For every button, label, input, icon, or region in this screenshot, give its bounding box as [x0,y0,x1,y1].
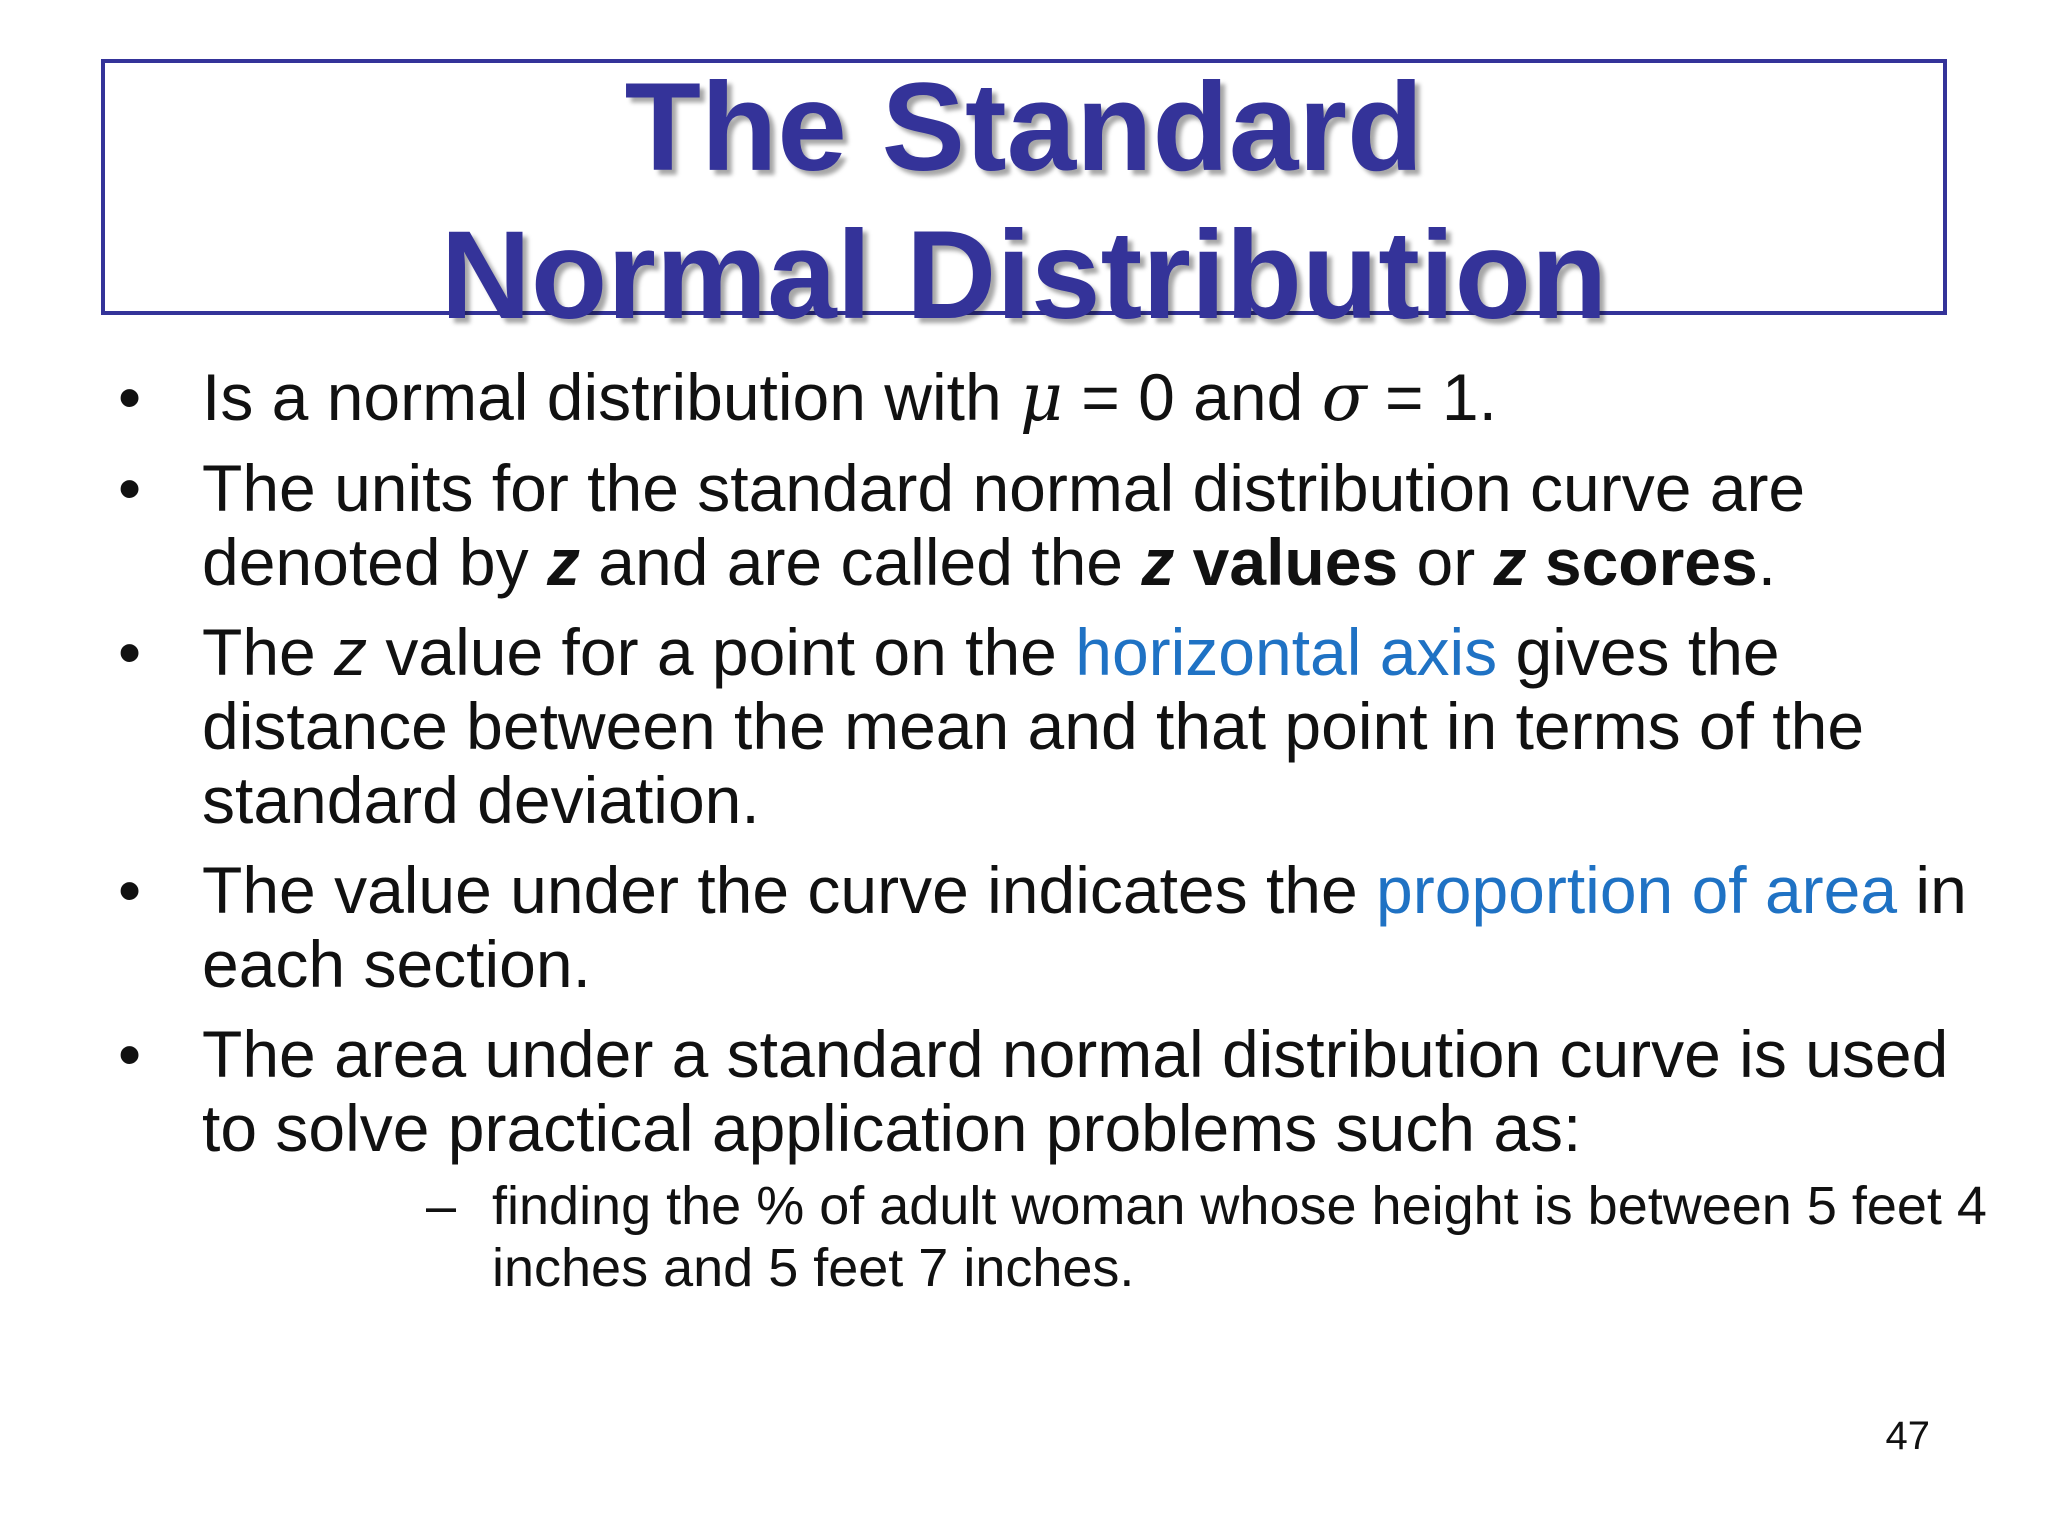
sub-bullet-marker: – [426,1176,457,1236]
bullet-item-z-value [118,615,1968,837]
title-line-1: The Standard [624,58,1424,197]
bullet-marker: • [118,451,142,525]
bullet-text: The [202,615,335,689]
bullet-text: value for a point on the [367,615,1076,689]
sub-bullet-item [374,1175,2048,1299]
bullet-text: The units for the standard normal distribution curve are denoted by [202,451,1806,599]
bullet-list [118,359,1987,1315]
bold-term-scores: scores [1526,525,1758,599]
z-symbol: z [334,615,368,689]
bullet-text: gives the distance between the mean and that point in terms of the standard deviation. [202,615,1865,837]
bullet-item-area-proportion [118,853,1968,1001]
z-symbol: z [1493,525,1527,599]
bullet-text: in each section. [202,853,1967,1001]
bullet-marker: • [118,615,142,689]
link-proportion-of-area[interactable]: proportion of area [1376,853,1898,927]
bullet-marker: • [118,360,142,434]
sigma-symbol: σ [1321,359,1367,436]
bullet-item-z-units [118,451,1968,599]
link-horizontal-axis[interactable]: horizontal axis [1075,615,1498,689]
bullet-marker: • [118,853,142,927]
mu-symbol: μ [1020,359,1063,436]
bullet-marker: • [118,1017,142,1091]
page-number: 47 [1885,1414,1930,1458]
bullet-text: = 1. [1366,360,1497,434]
slide-title [101,54,1947,350]
title-line-2: Normal Distribution [440,206,1608,345]
bullet-text: = 0 and [1062,360,1322,434]
bullet-item-applications [118,1017,1987,1299]
bold-term-values: values [1174,525,1399,599]
bullet-text: The value under the curve indicates the [202,853,1377,927]
sub-bullet-text: finding the % of adult woman whose height is between 5 feet 4 inches and 5 feet 7 inches. [492,1176,1987,1298]
bullet-text: The area under a standard normal distribution curve is used to solve practical application problems such as: [202,1017,1949,1165]
bullet-text: or [1398,525,1494,599]
bullet-text: . [1757,525,1777,599]
bullet-text: Is a normal distribution with [202,360,1021,434]
z-symbol: z [1141,525,1175,599]
bullet-item-mean-sd [118,360,1968,435]
z-symbol: z [546,525,580,599]
bullet-text: and are called the [579,525,1142,599]
